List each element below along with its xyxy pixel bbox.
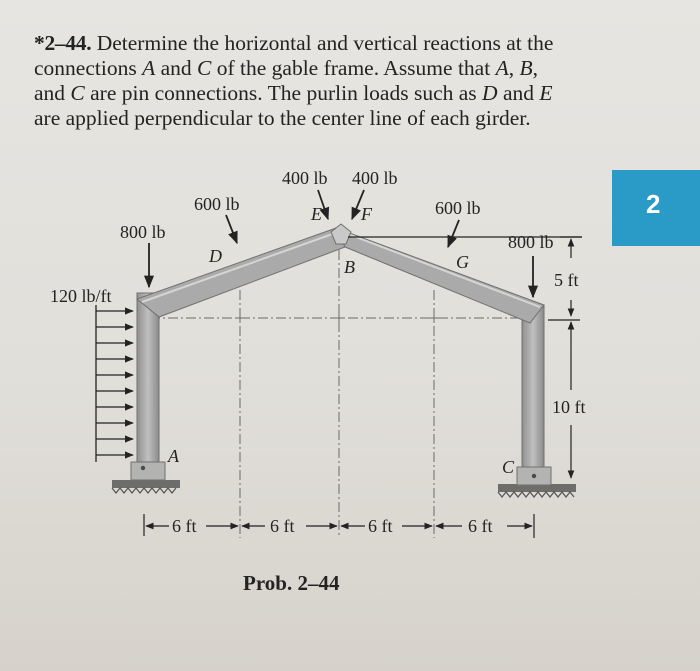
purlin-G-load-label: 600 lb: [435, 198, 481, 218]
left-rafter: [137, 228, 345, 317]
column-height-dimension-label: 10 ft: [552, 397, 586, 417]
rise-dimension-label: 5 ft: [554, 270, 579, 290]
problem-line-3: and C are pin connections. The purlin loads such as D and E: [34, 81, 553, 105]
point-label-C: C: [502, 457, 515, 477]
point-label-A: A: [168, 446, 179, 466]
problem-line-1: Determine the horizontal and vertical reactions at the: [96, 31, 554, 55]
span-dimension-label-4: 6 ft: [468, 516, 493, 536]
left-column-load-label: 800 lb: [120, 222, 166, 242]
point-label-D: D: [209, 246, 222, 266]
purlin-load-arrow-G: [448, 220, 459, 247]
problem-line-2: connections A and C of the gable frame. Assume that A, B,: [34, 56, 538, 80]
span-dimension-label-3: 6 ft: [368, 516, 393, 536]
purlin-D-load-label: 600 lb: [194, 194, 240, 214]
ground-support-right: [498, 484, 576, 497]
purlin-F-load-label: 400 lb: [352, 168, 398, 188]
point-label-G: G: [456, 252, 469, 272]
purlin-load-arrow-D: [226, 215, 237, 243]
ground-support-left: [112, 480, 180, 493]
chapter-tab-number: 2: [646, 189, 661, 219]
distributed-load-label: 120 lb/ft: [50, 286, 112, 306]
point-label-F: F: [361, 204, 372, 224]
purlin-E-load-label: 400 lb: [282, 168, 328, 188]
problem-line-4: are applied perpendicular to the center line of each girder.: [34, 106, 531, 130]
point-label-E: E: [311, 204, 322, 224]
span-dimension-label-1: 6 ft: [172, 516, 197, 536]
problem-number: *2–44.: [34, 31, 92, 55]
span-dimension-label-2: 6 ft: [270, 516, 295, 536]
distributed-load: [96, 305, 133, 462]
left-column: [131, 293, 165, 480]
right-column: [517, 305, 551, 485]
right-column-load-label: 800 lb: [508, 232, 554, 252]
figure-caption: Prob. 2–44: [243, 571, 340, 595]
point-label-B: B: [344, 257, 355, 277]
